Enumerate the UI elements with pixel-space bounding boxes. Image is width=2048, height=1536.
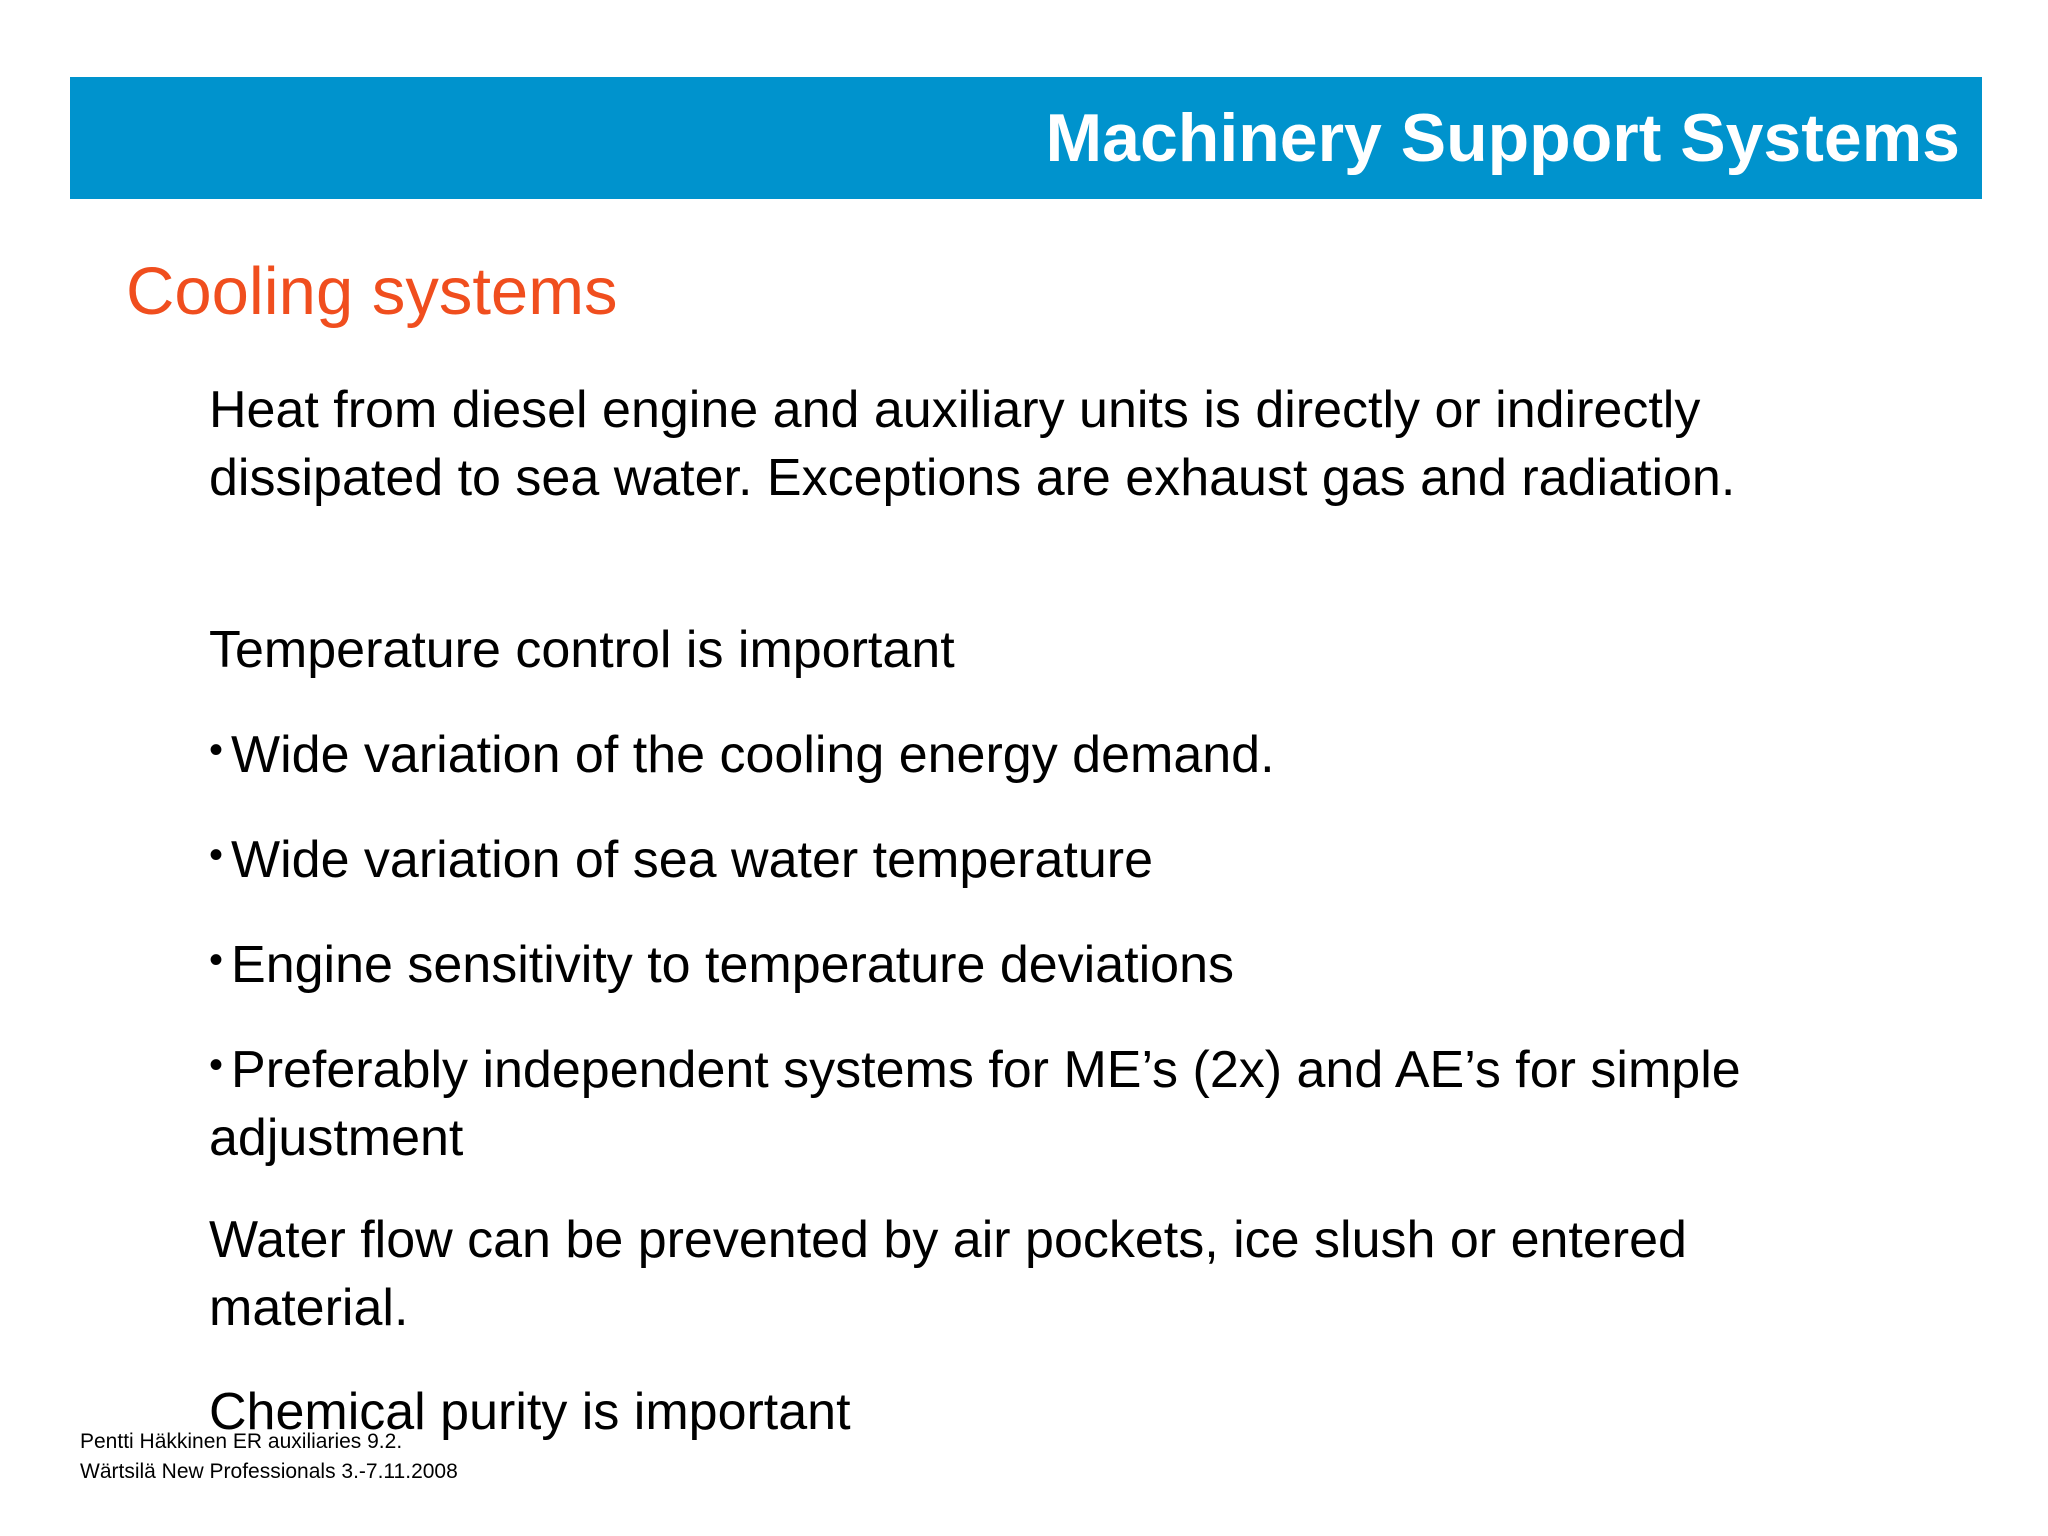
bullet-item (209, 826, 1769, 894)
paragraph-chemical-purity: Chemical purity is important (209, 1383, 851, 1441)
paragraph-temperature-control: Temperature control is important (209, 621, 955, 679)
bullet-text: Wide variation of the cooling energy demand. (231, 726, 1275, 784)
bullet-item (209, 1036, 1769, 1172)
slide-header-title: Machinery Support Systems (1045, 100, 1960, 176)
bullet-item (209, 931, 1769, 999)
bullet-icon: • (209, 1043, 224, 1087)
bullet-icon: • (209, 728, 224, 772)
bullet-text: Engine sensitivity to temperature deviations (231, 936, 1234, 994)
bullet-text: Wide variation of sea water temperature (231, 831, 1153, 889)
slide-footer (80, 1427, 458, 1487)
header-bar (70, 77, 1982, 199)
bullet-icon: • (209, 833, 224, 877)
paragraph-heat-dissipation: Heat from diesel engine and auxiliary units is directly or indirectly dissipated to sea water. Exceptions are exhaust gas and radiation. (209, 381, 1736, 507)
section-title: Cooling systems (126, 254, 618, 329)
bullet-icon: • (209, 938, 224, 982)
footer-event-line: Wärtsilä New Professionals 3.-7.11.2008 (80, 1460, 458, 1483)
bullet-text: Preferably independent systems for ME’s (2x) and AE’s for simple adjustment (209, 1041, 1741, 1167)
paragraph-water-flow: Water flow can be prevented by air pockets, ice slush or entered material. (209, 1211, 1687, 1337)
bullet-item (209, 721, 1769, 789)
footer-author-line: Pentti Häkkinen ER auxiliaries 9.2. (80, 1430, 403, 1453)
